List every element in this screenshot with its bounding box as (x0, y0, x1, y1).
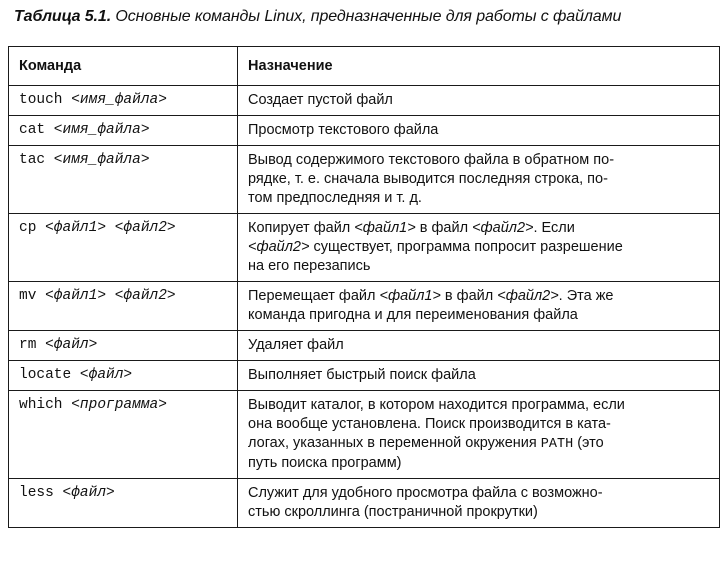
command-cell (9, 331, 238, 361)
table-header-row (9, 47, 720, 86)
description-text: Выводит каталог, в котором находится программа, если (248, 397, 625, 413)
description-text: Удаляет файл (248, 337, 344, 353)
description-text: существует, программа попросит разрешение (309, 239, 623, 255)
command-argument: <файл1> <файл2> (36, 288, 176, 304)
command-argument: <файл> (36, 337, 98, 353)
table-row (9, 86, 720, 116)
command-cell (9, 479, 238, 528)
description-cell (238, 479, 720, 528)
command-name: rm (19, 337, 37, 353)
description-text: она вообще установлена. Поиск производится в ката- (248, 416, 611, 432)
inline-argument: <файл1> (379, 288, 441, 304)
description-text: Просмотр текстового файла (248, 122, 439, 138)
command-name: locate (19, 367, 72, 383)
command-argument: <имя_файла> (62, 92, 167, 108)
command-name: cat (19, 122, 46, 138)
description-cell (238, 361, 720, 391)
description-cell (238, 146, 720, 214)
description-cell (238, 86, 720, 116)
table-row (9, 479, 720, 528)
command-name: cp (19, 220, 37, 236)
table-row (9, 146, 720, 214)
command-argument: <имя_файла> (45, 152, 150, 168)
table-row (9, 214, 720, 282)
description-text: . Эта же (558, 288, 614, 304)
command-argument: <файл> (71, 367, 133, 383)
description-text: логах, указанных в переменной окружения (248, 435, 541, 451)
inline-argument: <файл2> (472, 220, 534, 236)
command-argument: <файл1> <файл2> (36, 220, 176, 236)
command-argument: <программа> (62, 397, 167, 413)
command-name: which (19, 397, 63, 413)
description-cell (238, 116, 720, 146)
command-argument: <файл> (53, 485, 115, 501)
description-text: Выполняет быстрый поиск файла (248, 367, 476, 383)
command-cell (9, 361, 238, 391)
command-name: tac (19, 152, 46, 168)
description-text: Создает пустой файл (248, 92, 393, 108)
description-text: стью скроллинга (постраничной прокрутки) (248, 504, 538, 520)
commands-table (8, 46, 720, 528)
description-text: в файл (415, 220, 473, 236)
description-cell (238, 214, 720, 282)
description-text: в файл (440, 288, 498, 304)
inline-argument: <файл2> (248, 239, 310, 255)
description-text: команда пригодна и для переименования файла (248, 307, 578, 323)
description-text: Служит для удобного просмотра файла с возможно- (248, 485, 603, 501)
header-command: Команда (9, 47, 238, 86)
description-text: путь поиска программ) (248, 455, 402, 471)
description-cell (238, 391, 720, 479)
description-text: на его перезапись (248, 258, 371, 274)
description-cell (238, 282, 720, 331)
caption-label: Таблица 5.1. (14, 8, 112, 25)
table-row (9, 361, 720, 391)
description-text: том предпоследняя и т. д. (248, 190, 422, 206)
command-cell (9, 391, 238, 479)
table-body (9, 86, 720, 528)
caption-text: Основные команды Linux, предназначенные для работы с файлами (111, 8, 622, 25)
command-cell (9, 282, 238, 331)
inline-code: PATH (540, 437, 574, 452)
inline-argument: <файл1> (354, 220, 416, 236)
table-row (9, 391, 720, 479)
description-text: Вывод содержимого текстового файла в обратном по- (248, 152, 615, 168)
command-name: mv (19, 288, 37, 304)
command-name: touch (19, 92, 63, 108)
command-cell (9, 86, 238, 116)
description-text: рядке, т. е. сначала выводится последняя строка, по- (248, 171, 608, 187)
description-text: . Если (533, 220, 575, 236)
description-text: Перемещает файл (248, 288, 380, 304)
description-text: Копирует файл (248, 220, 355, 236)
header-purpose: Назначение (238, 47, 720, 86)
table-row (9, 116, 720, 146)
command-cell (9, 214, 238, 282)
command-cell (9, 146, 238, 214)
inline-argument: <файл2> (497, 288, 559, 304)
table-caption (14, 8, 621, 26)
command-cell (9, 116, 238, 146)
description-text: (это (573, 435, 604, 451)
description-cell (238, 331, 720, 361)
table-row (9, 331, 720, 361)
command-argument: <имя_файла> (45, 122, 150, 138)
command-name: less (19, 485, 54, 501)
table-row (9, 282, 720, 331)
